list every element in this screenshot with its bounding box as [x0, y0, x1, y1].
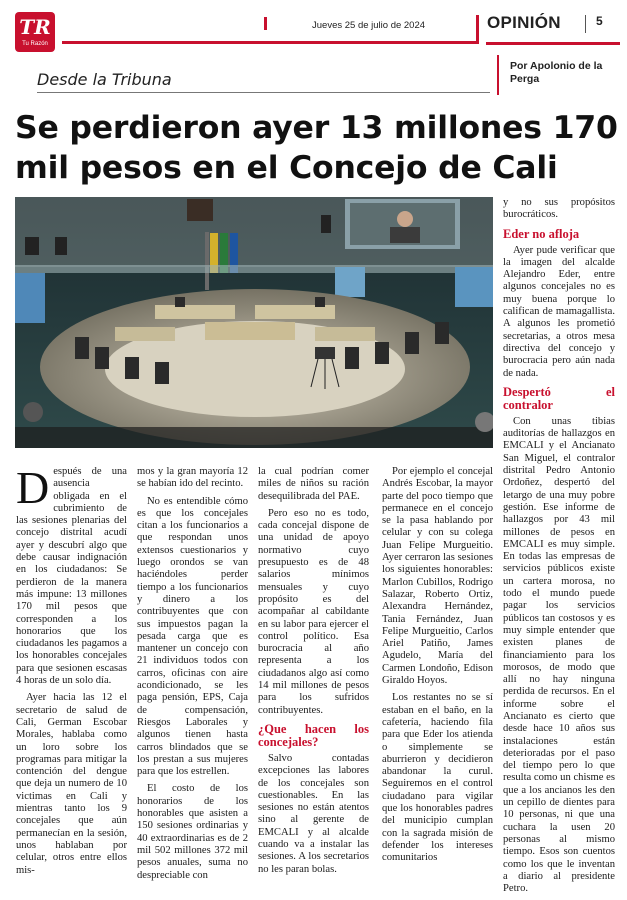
paragraph: la cual podrían comer miles de niños su ración desequilibrada del PAE.: [258, 466, 369, 502]
logo-text: TR: [19, 15, 51, 39]
paragraph: Pero eso no es todo, cada concejal dispone de una unidad de apoyo normativo cuyo presupuesto es de 48 salarios mínimos mensuales y cuyo propósito es del acompañar al cabildante en su labor para ejercer el control político. Esa burocracia al año representa a los ciudadanos algo así como 14 mil millones de pesos para los sufridos contribuyentes.: [258, 507, 369, 716]
newspaper-logo: [15, 12, 55, 52]
paragraph: Con unas tibias auditorías de hallazgos en EMCALI y el Ancianato San Miguel, el contralor distrital Pedro Antonio Ordoñez, despertó del letargo de una muy pobre gestión. Ese informe de hallazgos por 43 mil millones de pesos en EMCALI es muy simple. En todas las empresas de servicios públicos existe un cartera morosa, no todo el mundo puede pagar los servicios públicos tan costosos y es muy simple entender que existen planes de financiamiento para los morosos, de modo que allí no hay ninguna perdida de recursos. En el informe sobre el Ancianato es cierto que desde hace 10 años sus instalaciones están deterioradas por el paso del tiempo pero lo que resulta como un chisme es que a los ancianos les den un cepillo de dientes para 10 personas, ni que una cuchara la usen 20 personas al mismo tiempo. Esos son cuentos como los que le inventan a diario al presidente Petro.: [503, 415, 615, 895]
publication-date: Jueves 25 de julio de 2024: [312, 20, 426, 31]
author-marker: [497, 55, 499, 95]
section-marker: [476, 15, 479, 44]
header-rule-right: [486, 42, 620, 45]
subheading: Despertó el contralor: [503, 384, 615, 412]
section-title: OPINIÓN: [487, 13, 561, 32]
paragraph: [16, 462, 127, 687]
article-column-5: [503, 197, 615, 900]
column-kicker: Desde la Tribuna: [37, 70, 172, 89]
paragraph: y no sus propósitos burocráticos.: [503, 197, 615, 221]
paragraph: Salvo contadas excepciones las labores de los concejales son cuestionables. En las sesiones no están atentos sino al gerente de EMCALI y al alcalde cuando va a instalar las sesiones. A los secretarios no les paran bolas.: [258, 752, 369, 875]
paragraph: Los restantes no se sí estaban en el baño, en la cafetería, haciendo fila para que Eder los atienda o simplemente se aburrieron y decidieron abandonar la curul. Seguiremos en el control ciudadano para vigilar que los honorables padres del municipio cumplan con la sagrada misión de defender los intereses comunitarios: [382, 692, 493, 864]
subheading: ¿Que hacen los concejales?: [258, 721, 369, 749]
paragraph: Por ejemplo el concejal Andrés Escobar, la mayor parte del poco tiempo que permanece en el concejo se la pasa hablando por celular y con su colega Juan Felipe Murgueitio. Ayer cerraron las sesiones los siguientes honorables: Marlon Cubillos, Rodrigo Salazar, Roberto Ortiz, Alexandra Hernández, Tania Fernández, Juan Felipe Murgueitio, Carlos Ariel Patiño, James Agudelo, María del Carmen Londoño, Edison Giraldo Hoyos.: [382, 466, 493, 687]
paragraph: mos y la gran mayoría 12 se habían ido del recinto.: [137, 466, 248, 490]
author-byline: Por Apolonio de la Perga: [510, 60, 603, 85]
header-rule-tick: [62, 41, 65, 44]
kicker-rule: [37, 92, 490, 93]
paragraph: El costo de los honorarios de los honorables que asisten a 150 sesiones ordinarias y 40 extraordinarias es de 2 mil 502 millones 372 mil pesos anuales, suma no despreciable con: [137, 783, 248, 881]
article-column-4: [382, 466, 493, 870]
paragraph: Ayer pude verificar que la imagen del alcalde Alejandro Eder, entre algunos concejales no es muy buena porque lo califican de mamagallista. A algunos les prometió secretarias, a otros mesa directiva del concejo y burocracia pero aún nada de nada.: [503, 244, 615, 379]
page-number: 5: [596, 14, 603, 28]
logo-tagline: Tu Razón: [22, 41, 48, 47]
header-divider: [585, 15, 586, 33]
header-rule-left: [62, 41, 477, 44]
paragraph: Ayer hacia las 12 el secretario de salud de Cali, German Escobar Morales, hablaba como un loro sobre los programas para mitigar la contención del dengue que deja un numero de 10 victimas en Cali y mientras tanto los 9 concejales que aún permanecían en la sesión, unos hablaban por celular, otros entre ellos mis-: [16, 692, 127, 876]
article-column-3: [258, 466, 369, 881]
article-column-2: [137, 466, 248, 887]
council-chamber-photo: [15, 197, 493, 448]
paragraph: No es entendible cómo es que los concejales citan a los funcionarios a que respondan unos extensos cuestionarios y luego orondos se van haciéndoles perder tiempo a los funcionarios y dinero a los contribuyentes que con sus impuestos pagan la pesada carga que es mantener un concejo con 21 individuos todos con carros, oficinas con aire acondicionado, se les paga pensión, EPS, Caja de compensación, Riesgos Laborales y algunos tienen hasta carros blindados que se los prestan a sus mujeres para que los estrellen.: [137, 495, 248, 778]
headline: Se perdieron ayer 13 millones 170 mil pesos en el Concejo de Cali: [15, 110, 618, 186]
paragraph-text: espués de una ausencia obligada en el cubrimiento de las sesiones plenarias del concejo distrital acudí ayer y descubrí algo que debe causar indignación en los ciudadanos: Se perdieron de la manera más impune: 13 millones 170 mil pesos que corresponden a los honorarios que los ciudadanos les pagamos a los honorables concejales para que sesionen escasas 4 horas de un solo día.: [16, 466, 127, 687]
header-date-marker: [264, 17, 267, 30]
article-column-1: [16, 462, 127, 882]
drop-cap: D: [16, 462, 50, 513]
subheading: Eder no afloja: [503, 226, 580, 241]
